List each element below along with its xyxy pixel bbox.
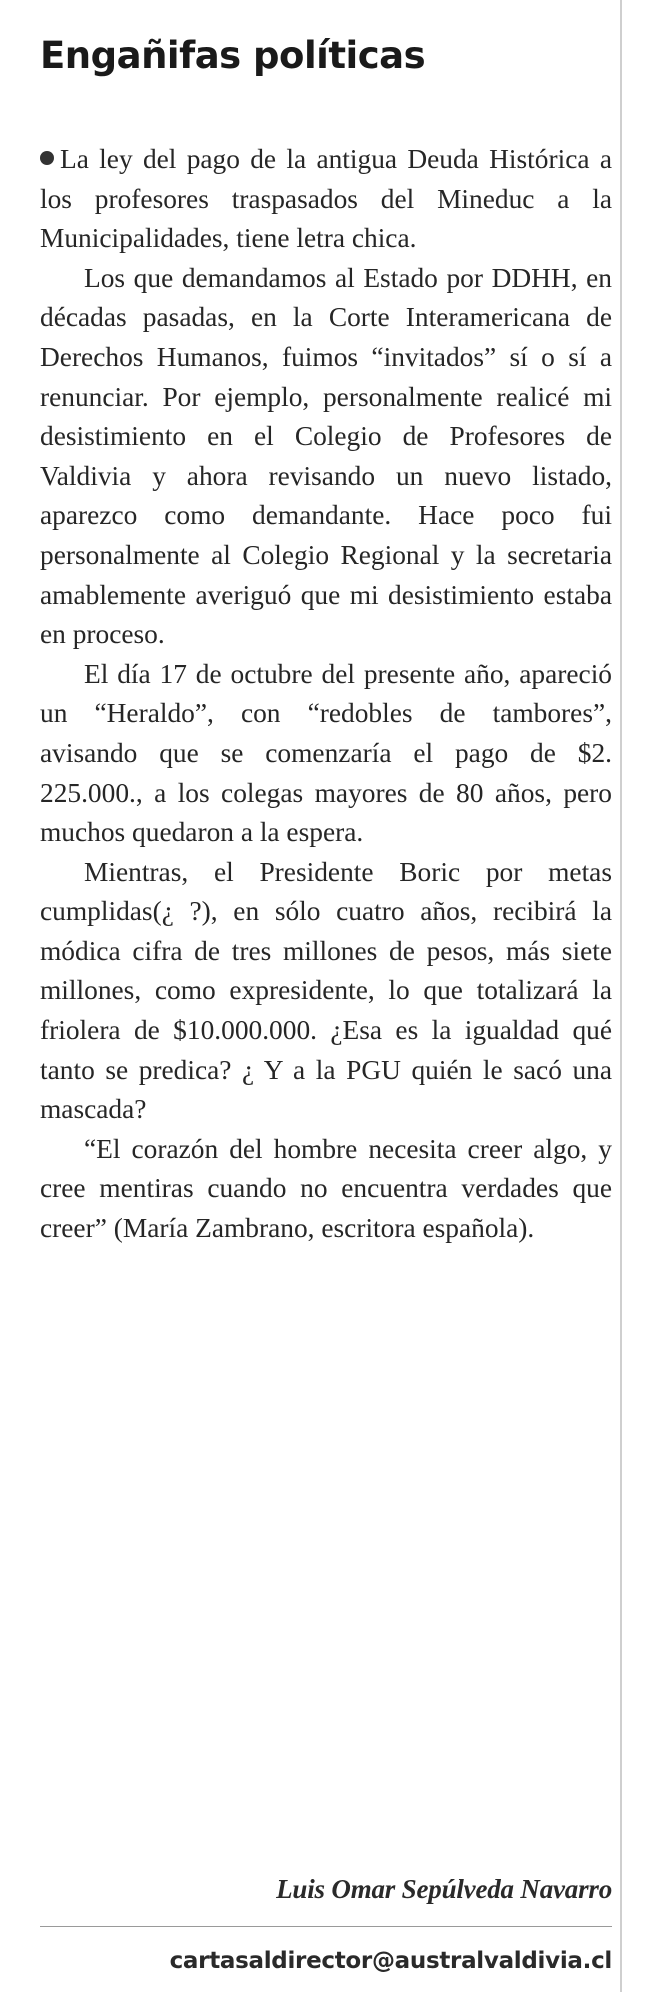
footer-rule [40,1926,612,1927]
paragraph-text: La ley del pago de la antigua Deuda Histórica a los profesores traspasados del Mineduc a la Municipalidades, tiene letra chica. [40,144,612,254]
article-headline: Engañifas políticas [40,34,426,77]
author-signature: Luis Omar Sepúlveda Navarro [276,1874,612,1904]
letter-body [40,140,612,1249]
letter-paragraph-5: “El corazón del hombre necesita creer algo, y cree mentiras cuando no encuentra verdades que creer” (María Zambrano, escritora española). [40,1133,612,1244]
column-divider [620,0,622,1992]
letter-paragraph-3: El día 17 de octubre del presente año, apareció un “Heraldo”, con “redobles de tambores”, avisando que se comenzaría el pago de $2. 225.000., a los colegas mayores de 80 años, pero muchos quedaron a la espera. [40,658,612,848]
letter-paragraph-1 [40,140,612,259]
contact-email[interactable]: cartasaldirector@australvaldivia.cl [169,1948,612,1974]
bullet-icon [40,151,54,165]
letter-paragraph-4: Mientras, el Presidente Boric por metas cumplidas(¿ ?), en sólo cuatro años, recibirá la módica cifra de tres millones de pesos, más siete millones, como expresidente, lo que totalizará la friolera de $10.000.000. ¿Esa es la igualdad qué tanto se predica? ¿ Y a la PGU quién le sacó una mascada? [40,856,612,1125]
letter-paragraph-2: Los que demandamos al Estado por DDHH, en décadas pasadas, en la Corte Interamericana de Derechos Humanos, fuimos “invitados” sí o sí a renunciar. Por ejemplo, personalmente realicé mi desistimiento en el Colegio de Profesores de Valdivia y ahora revisando un nuevo listado, aparezco como demandante. Hace poco fui personalmente al Colegio Regional y la secretaria amablemente averiguó que mi desistimiento estaba en proceso. [40,262,612,650]
